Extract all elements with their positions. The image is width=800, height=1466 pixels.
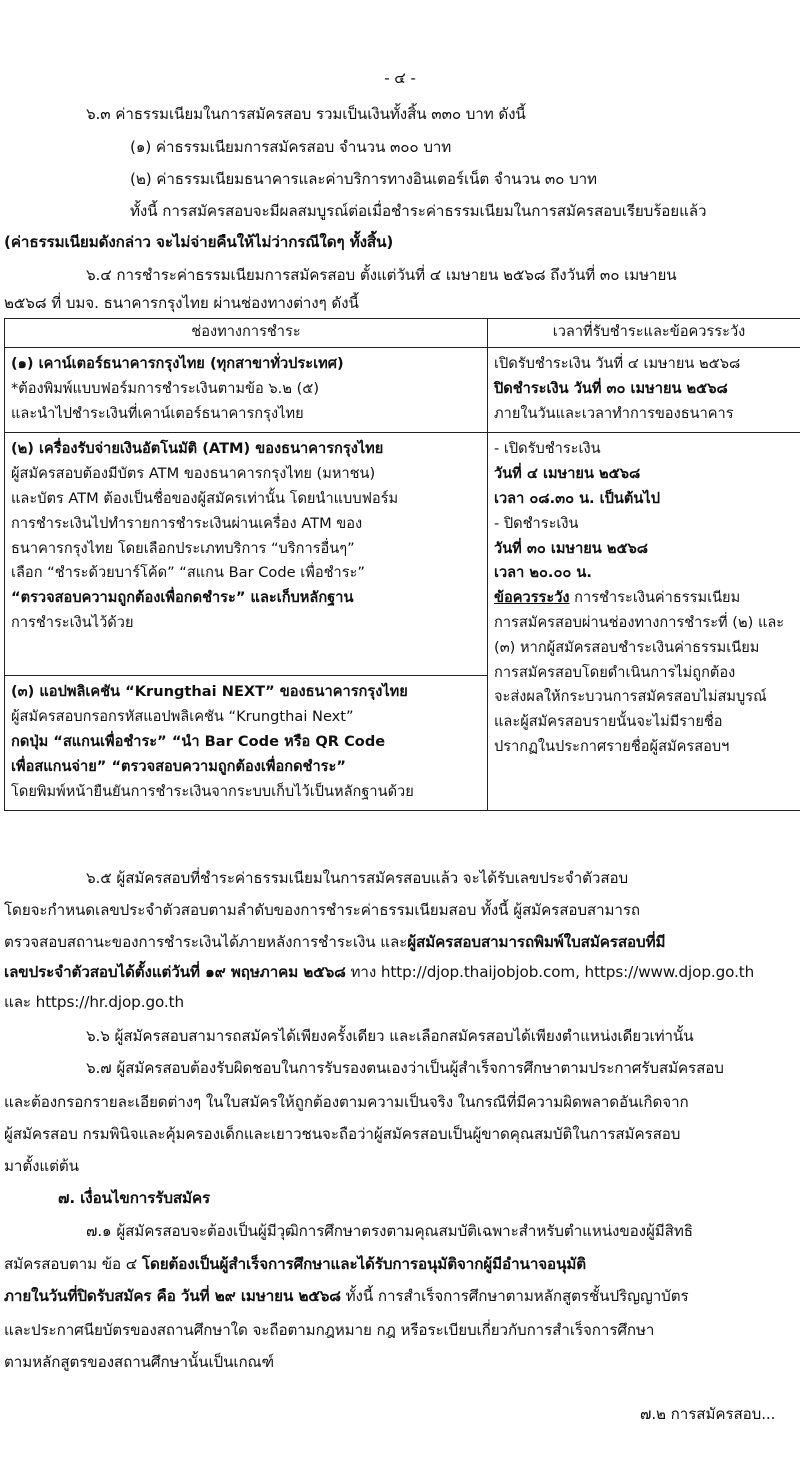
section-6-7-line-1: ๖.๗ ผู้สมัครสอบต้องรับผิดชอบในการรับรองตนเองว่าเป็นผู้สำเร็จการศึกษาตามประกาศรับสมัครสอบ bbox=[86, 1059, 724, 1077]
section-7-1-line-3a: ภายในวันที่ปิดรับสมัคร คือ วันที่ ๒๙ เมษายน ๒๕๖๘ bbox=[4, 1287, 341, 1305]
section-6-5-line-4 bbox=[4, 962, 754, 982]
section-6-6: ๖.๖ ผู้สมัครสอบสามารถสมัครได้เพียงครั้งเดียว และเลือกสมัครสอบได้เพียงตำแหน่งเดียวเท่านั้น bbox=[86, 1027, 694, 1045]
section-6-4-line-1: ๖.๔ การชำระค่าธรรมเนียมการสมัครสอบ ตั้งแต่วันที่ ๔ เมษายน ๒๕๖๘ ถึงวันที่ ๓๐ เมษายน bbox=[86, 266, 677, 284]
section-6-5-line-5: และ https://hr.djop.go.th bbox=[4, 993, 185, 1011]
table-row bbox=[5, 433, 800, 676]
counter-open: เปิดรับชำระเงิน วันที่ ๔ เมษายน ๒๕๖๘ bbox=[494, 355, 741, 372]
section-6-5-line-3a: ตรวจสอบสถานะของการชำระเงินได้ภายหลังการชำระเงิน และ bbox=[4, 933, 408, 951]
table-cell-counter-time bbox=[488, 348, 800, 433]
atm-close-label: - ปิดชำระเงิน bbox=[494, 514, 579, 532]
atm-close-time: เวลา ๒๐.๐๐ น. bbox=[494, 564, 592, 582]
section-6-4-line-2: ๒๕๖๘ ที่ บมจ. ธนาคารกรุงไทย ผ่านช่องทางต่างๆ ดังนี้ bbox=[4, 294, 359, 312]
atm-line: การชำระเงินไว้ด้วย bbox=[11, 613, 134, 631]
atm-open-date: วันที่ ๔ เมษายน ๒๕๖๘ bbox=[494, 465, 641, 483]
atm-line: ผู้สมัครสอบต้องมีบัตร ATM ของธนาคารกรุงไทย (มหาชน) bbox=[11, 465, 376, 483]
app-line: โดยพิมพ์หน้ายืนยันการชำระเงินจากระบบเก็บไว้เป็นหลักฐานด้วย bbox=[11, 782, 414, 800]
app-line: กดปุ่ม “สแกนเพื่อชำระ” “นำ Bar Code หรือ QR Code bbox=[11, 732, 386, 750]
section-6-7-line-2: และต้องกรอกรายละเอียดต่างๆ ในใบสมัครให้ถูกต้องตามความเป็นจริง ในกรณีที่มีความผิดพลาดอันเกิดจาก bbox=[4, 1093, 689, 1111]
atm-open-time: เวลา ๐๘.๓๐ น. เป็นต้นไป bbox=[494, 489, 660, 507]
section-7-1-line-3 bbox=[4, 1286, 689, 1306]
caution-text: การชำระเงินค่าธรรมเนียม bbox=[569, 589, 741, 607]
caution-line bbox=[494, 586, 800, 611]
caution-line: จะส่งผลให้กระบวนการสมัครสอบไม่สมบูรณ์ bbox=[494, 688, 767, 706]
atm-title: (๒) เครื่องรับจ่ายเงินอัตโนมัติ (ATM) ของธนาคารกรุงไทย bbox=[11, 440, 384, 458]
section-7-1-line-3b: ทั้งนี้ การสำเร็จการศึกษาตามหลักสูตรชั้นปริญญาบัตร bbox=[340, 1287, 689, 1305]
section-6-3-item-1: (๑) ค่าธรรมเนียมการสมัครสอบ จำนวน ๓๐๐ บาท bbox=[130, 138, 452, 156]
section-6-5-line-3 bbox=[4, 932, 665, 952]
app-line: ผู้สมัครสอบกรอกรหัสแอปพลิเคชัน “Krungthai Next” bbox=[11, 708, 354, 726]
section-7-1-line-5: ตามหลักสูตรของสถานศึกษานั้นเป็นเกณฑ์ bbox=[4, 1353, 275, 1371]
page-number: - ๔ - bbox=[384, 69, 416, 87]
section-6-3-note-2: (ค่าธรรมเนียมดังกล่าว จะไม่จ่ายคืนให้ไม่ว่ากรณีใดๆ ทั้งสิ้น) bbox=[4, 233, 394, 251]
section-6-5-line-2: โดยจะกำหนดเลขประจำตัวสอบตามลำดับของการชำระค่าธรรมเนียมสอบ ทั้งนี้ ผู้สมัครสอบสามารถ bbox=[4, 901, 641, 919]
section-6-5-line-4a: เลขประจำตัวสอบได้ตั้งแต่วันที่ ๑๙ พฤษภาคม ๒๕๖๘ bbox=[4, 963, 346, 981]
atm-line: การชำระเงินไปทำรายการชำระเงินผ่านเครื่อง ATM ของ bbox=[11, 514, 363, 532]
counter-line: *ต้องพิมพ์แบบฟอร์มการชำระเงินตามข้อ ๖.๒ (๕) bbox=[11, 379, 320, 397]
section-7-1-line-4: และประกาศนียบัตรของสถานศึกษาใด จะถือตามกฎหมาย กฎ หรือระเบียบเกี่ยวกับการสำเร็จการศึกษา bbox=[4, 1321, 655, 1339]
caution-line: ปรากฏในประกาศรายชื่อผู้สมัครสอบฯ bbox=[494, 737, 730, 755]
table-cell-atm-app-time bbox=[488, 433, 800, 811]
atm-line: ธนาคารกรุงไทย โดยเลือกประเภทบริการ “บริการอื่นๆ” bbox=[11, 539, 355, 557]
counter-title: (๑) เคาน์เตอร์ธนาคารกรุงไทย (ทุกสาขาทั่วประเทศ) bbox=[11, 355, 344, 372]
app-line: เพื่อสแกนจ่าย” “ตรวจสอบความถูกต้องเพื่อกดชำระ” bbox=[11, 757, 346, 775]
section-6-5-line-1: ๖.๕ ผู้สมัครสอบที่ชำระค่าธรรมเนียมในการสมัครสอบแล้ว จะได้รับเลขประจำตัวสอบ bbox=[86, 869, 629, 887]
atm-line: “ตรวจสอบความถูกต้องเพื่อกดชำระ” และเก็บหลักฐาน bbox=[11, 589, 354, 607]
section-6-3-item-2: (๒) ค่าธรรมเนียมธนาคารและค่าบริการทางอินเตอร์เน็ต จำนวน ๓๐ บาท bbox=[130, 170, 597, 188]
section-6-7-line-4: มาตั้งแต่ต้น bbox=[4, 1157, 79, 1175]
continuation-text: ๗.๒ การสมัครสอบ... bbox=[640, 1405, 776, 1423]
caution-line: และผู้สมัครสอบรายนั้นจะไม่มีรายชื่อ bbox=[494, 713, 723, 731]
caution-label: ข้อควรระวัง bbox=[494, 589, 570, 607]
caution-line: (๓) หากผู้สมัครสอบชำระเงินค่าธรรมเนียม bbox=[494, 638, 760, 656]
section-6-7-line-3: ผู้สมัครสอบ กรมพินิจและคุ้มครองเด็กและเยาวชนจะถือว่าผู้สมัครสอบเป็นผู้ขาดคุณสมบัติในการสมัครสอบ bbox=[4, 1125, 681, 1143]
table-header-time: เวลาที่รับชำระและข้อควรระวัง bbox=[488, 319, 800, 348]
caution-line: การสมัครสอบโดยดำเนินการไม่ถูกต้อง bbox=[494, 663, 736, 681]
section-7-1-line-2b: โดยต้องเป็นผู้สำเร็จการศึกษาและได้รับการอนุมัติจากผู้มีอำนาจอนุมัติ bbox=[141, 1255, 587, 1273]
counter-line: และนำไปชำระเงินที่เคาน์เตอร์ธนาคารกรุงไทย bbox=[11, 404, 304, 422]
table-header-row bbox=[5, 319, 800, 348]
section-7-1-line-2a: สมัครสอบตาม ข้อ ๔ bbox=[4, 1255, 142, 1273]
atm-line: เลือก “ชำระด้วยบาร์โค้ด” “สแกน Bar Code เพื่อชำระ” bbox=[11, 564, 365, 582]
atm-open-label: - เปิดรับชำระเงิน bbox=[494, 440, 601, 458]
atm-line: และบัตร ATM ต้องเป็นชื่อของผู้สมัครเท่านั้น โดยนำแบบฟอร์ม bbox=[11, 489, 399, 507]
table-row bbox=[5, 348, 800, 433]
section-6-3-title: ๖.๓ ค่าธรรมเนียมในการสมัครสอบ รวมเป็นเงินทั้งสิ้น ๓๓๐ บาท ดังนี้ bbox=[86, 105, 526, 123]
payment-channels-table bbox=[4, 318, 800, 811]
table-cell-app bbox=[5, 676, 488, 811]
table-cell-atm bbox=[5, 433, 488, 676]
app-title: (๓) แอปพลิเคชัน “Krungthai NEXT” ของธนาคารกรุงไทย bbox=[11, 683, 408, 701]
section-6-3-note-1: ทั้งนี้ การสมัครสอบจะมีผลสมบูรณ์ต่อเมื่อชำระค่าธรรมเนียมในการสมัครสอบเรียบร้อยแล้ว bbox=[130, 202, 707, 220]
section-6-5-line-4b: ทาง http://djop.thaijobjob.com, https://www.djop.go.th bbox=[345, 963, 755, 981]
counter-hours: ภายในวันและเวลาทำการของธนาคาร bbox=[494, 404, 734, 422]
counter-close: ปิดชำระเงิน วันที่ ๓๐ เมษายน ๒๕๖๘ bbox=[494, 379, 728, 397]
atm-close-date: วันที่ ๓๐ เมษายน ๒๕๖๘ bbox=[494, 539, 649, 557]
section-6-5-line-3b: ผู้สมัครสอบสามารถพิมพ์ใบสมัครสอบที่มี bbox=[407, 933, 666, 951]
section-7-1-line-2 bbox=[4, 1254, 586, 1274]
table-cell-counter bbox=[5, 348, 488, 433]
section-7-heading: ๗. เงื่อนไขการรับสมัคร bbox=[58, 1189, 211, 1207]
caution-line: การสมัครสอบผ่านช่องทางการชำระที่ (๒) และ bbox=[494, 613, 785, 631]
table-header-channel: ช่องทางการชำระ bbox=[5, 319, 488, 348]
section-7-1-line-1: ๗.๑ ผู้สมัครสอบจะต้องเป็นผู้มีวุฒิการศึกษาตรงตามคุณสมบัติเฉพาะสำหรับตำแหน่งของผู้มีสิทธิ bbox=[86, 1222, 693, 1240]
